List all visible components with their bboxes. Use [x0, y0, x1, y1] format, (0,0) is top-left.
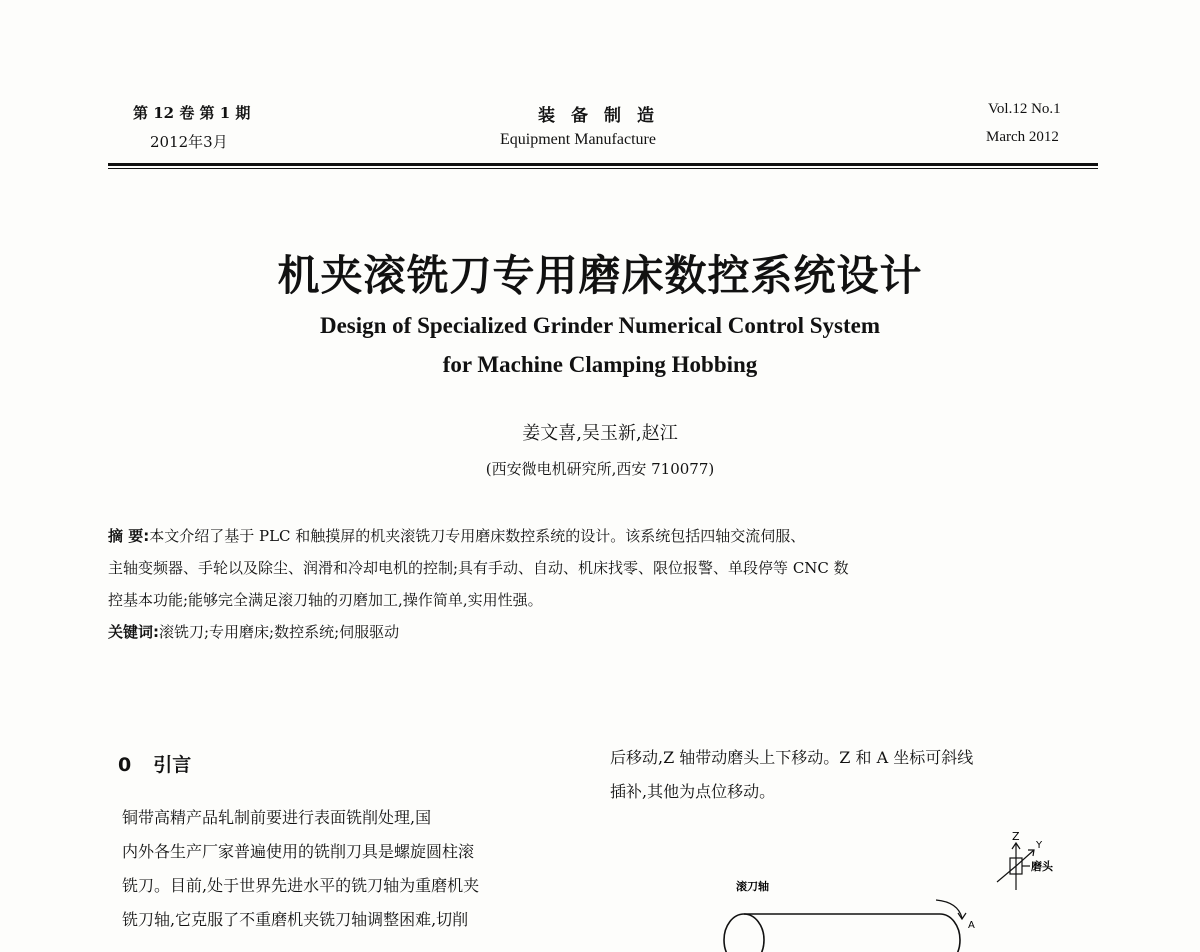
paper-title-en-line1: Design of Specialized Grinder Numerical Control System: [319, 313, 881, 338]
journal-volume-en: Vol.12 No.1: [988, 101, 1061, 117]
section-title: 引言: [153, 754, 192, 776]
axis-a-label: A: [968, 920, 975, 931]
body-left-line-2: 内外各生产厂家普遍使用的铣削刀具是螺旋圆柱滚: [122, 842, 475, 861]
hob-shaft-label: 滚刀轴: [736, 880, 769, 893]
body-left-line-3: 铣刀。目前,处于世界先进水平的铣刀轴为重磨机夹: [122, 876, 480, 895]
section-heading: [118, 750, 191, 777]
paper-affiliation: (西安微电机研究所,西安 710077): [485, 460, 715, 478]
body-left-column: [122, 801, 479, 937]
abstract-line-2: 主轴变频器、手轮以及除尘、润滑和冷却电机的控制;具有手动、自动、机床找零、限位报警、单段停等 CNC 数: [108, 559, 849, 577]
body-right-line-2: 插补,其他为点位移动。: [610, 782, 776, 801]
paper-title-en-line2: for Machine Clamping Hobbing: [442, 352, 758, 377]
hob-shaft-cylinder: [724, 914, 960, 952]
body-left-line-4: 铣刀轴,它克服了不重磨机夹铣刀轴调整困难,切削: [122, 910, 469, 929]
header-rule-thin: [108, 168, 1098, 169]
abstract-line-1: [108, 520, 1093, 552]
grinder-diagram: [700, 830, 1100, 952]
abstract-label: 摘 要:: [108, 527, 150, 545]
journal-volume-cn: 第 12 卷 第 1 期: [133, 104, 251, 122]
keywords-label: 关键词:: [108, 623, 159, 641]
keywords-text: 滚铣刀;专用磨床;数控系统;伺服驱动: [159, 623, 400, 641]
header-rule-thick: [108, 163, 1098, 166]
paper-authors: 姜文喜,吴玉新,赵江: [522, 423, 678, 444]
body-right-line-1: 后移动,Z 轴带动磨头上下移动。Z 和 A 坐标可斜线: [610, 748, 974, 767]
body-left-line-1: 铜带高精产品轧制前要进行表面铣削处理,国: [122, 808, 432, 827]
abstract-line-3: 控基本功能;能够完全满足滚刀轴的刃磨加工,操作简单,实用性强。: [108, 591, 543, 609]
body-right-column: [610, 741, 973, 809]
grinding-head-axes: [997, 843, 1034, 890]
journal-date-en: March 2012: [986, 129, 1059, 145]
journal-name-cn: 装备制造: [538, 106, 670, 126]
axis-y-label: Y: [1036, 840, 1043, 851]
journal-date-cn: 2012年3月: [150, 133, 228, 151]
section-number: 0: [118, 754, 132, 776]
axis-z-label: Z: [1012, 830, 1020, 843]
rotation-a-arrow: [936, 900, 966, 919]
abstract-text-1: 本文介绍了基于 PLC 和触摸屏的机夹滚铣刀专用磨床数控系统的设计。该系统包括四轴交流伺服、: [149, 527, 806, 545]
paper-title-cn: 机夹滚铣刀专用磨床数控系统设计: [277, 251, 923, 300]
grinding-head-label: 磨头: [1031, 860, 1053, 873]
journal-name-en: Equipment Manufacture: [500, 131, 656, 148]
abstract-block: [108, 520, 1093, 648]
keywords-line: [108, 616, 1093, 648]
